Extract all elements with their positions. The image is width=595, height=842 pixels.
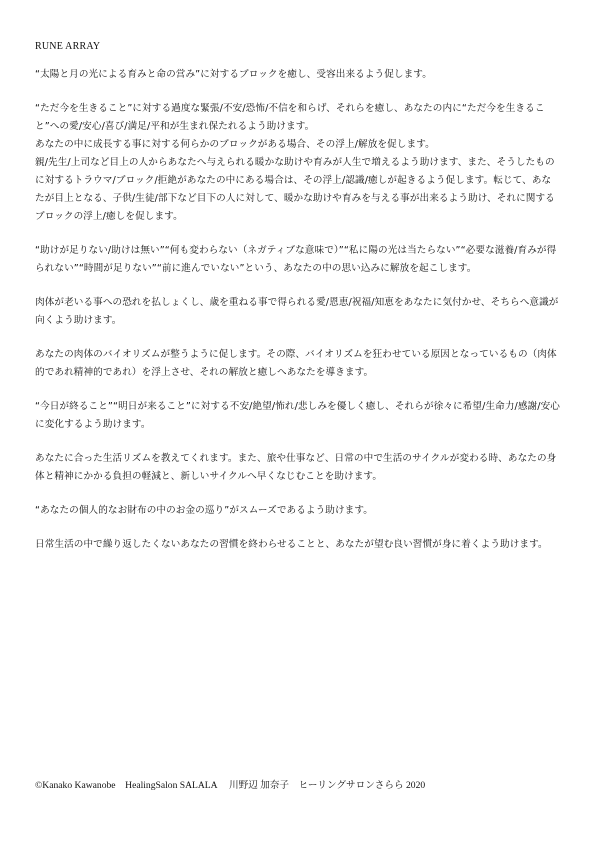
copyright-footer: ©Kanako Kawanobe HealingSalon SALALA 川野辺 加奈子 ヒーリングサロンさらら 2020 [35,780,426,791]
paragraph-living-now: “ただ今を生きること”に対する過度な緊張/不安/恐怖/不信を和らげ、それらを癒し、あなたの内に“ただ今を生きること”への愛/安心/喜び/満足/平和が生まれ保たれるよう助けます。 [35,103,545,132]
paragraph-aging: 肉体が老いる事への恐れを払しょくし、歳を重ねる事で得られる愛/恩恵/祝福/知恵をあなたに気付かせ、そちらへ意識が向くよう助けます。 [35,297,559,326]
paragraph-money-flow: “あなたの個人的なお財布の中のお金の巡り”がスムーズであるよう助けます。 [35,505,373,516]
paragraph-life-rhythm: あなたに合った生活リズムを教えてくれます。また、旅や仕事など、日常の中で生活のサイクルが変わる時、あなたの身体と精神にかかる負担の軽減と、新しいサイクルへ早くなじむことを助けます。 [35,453,557,482]
paragraph-today-tomorrow: “今日が終ること”“明日が来ること”に対する不安/絶望/怖れ/悲しみを優しく癒し、それらが徐々に希望/生命力/感謝/安心に変化するよう助けます。 [35,401,560,430]
paragraph-habits: 日常生活の中で繰り返したくないあなたの習慣を終わらせることと、あなたが望む良い習慣が身に着くよう助けます。 [35,539,548,550]
paragraph-beliefs: “助けが足りない/助けは無い”“何も変わらない（ネガティブな意味で）”“私に陽の光は当たらない”“必要な滋養/育みが得られない”“時間が足りない”“前に進んでいない”という、あなたの中の思い込みに解放を起こします。 [35,245,557,274]
paragraph-biorhythm: あなたの肉体のバイオリズムが整うように促します。その際、バイオリズムを狂わせている原因となっているもの（肉体的であれ精神的であれ）を浮上させ、それの解放と癒しへあなたを導きます。 [35,349,557,378]
paragraph-mentors: 親/先生/上司など目上の人からあなたへ与えられる暖かな助けや育みが人生で増えるよう助けます、また、そうしたものに対するトラウマ/ブロック/拒絶があなたの中にある場合は、その浮上/認識/癒しが起きるよう促します。転じて、あなたが目上となる、子供/生徒/部下など目下の人に対して、暖かな助けや育みを与える事が出来るよう助け、それに関するブロックの浮上/癒しを促します。 [35,157,555,222]
paragraph-growth-block: あなたの中に成長する事に対する何らかのブロックがある場合、その浮上/解放を促します。 [35,139,435,150]
paragraph-sun-moon: “太陽と月の光による育みと命の営み”に対するブロックを癒し、受容出来るよう促します。 [35,69,432,80]
document-body [35,40,560,570]
document-title: RUNE ARRAY [35,41,101,52]
